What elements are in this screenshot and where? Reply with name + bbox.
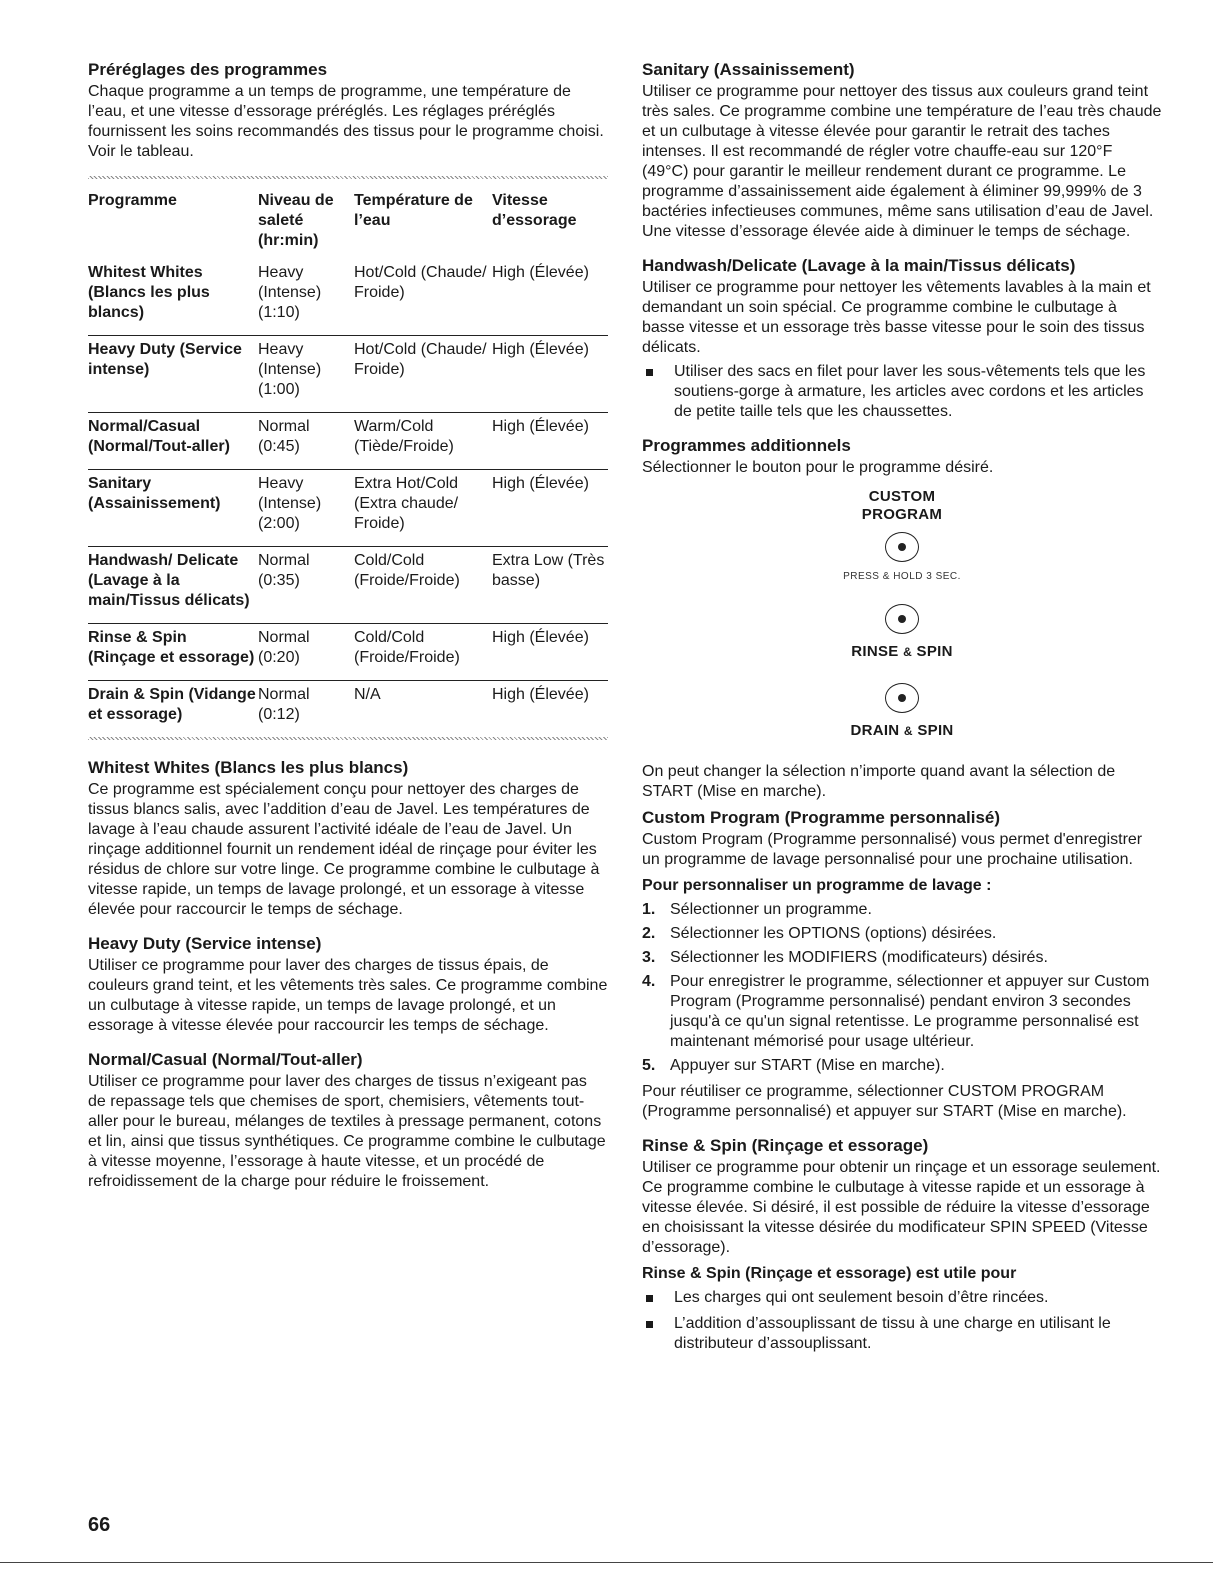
header-programme: Programme [88,192,177,209]
whitest-section [88,758,608,920]
list-item: 4. Pour enregistrer le programme, sélectionner et appuyer sur Custom Program (Programme personnalisé) pendant environ 3 secondes jusqu'à ce qu'un signal retentisse. Le programme personnalisé est maintenant mémorisé pour usage ultérieur. [642,973,1150,1050]
handwash-section [642,256,1162,422]
custom-program-button-icon [885,532,919,562]
cell-temp: Hot/Cold (Chaude/ Froide) [354,336,492,413]
sanitary-section [642,60,1162,242]
custom-label-line2: PROGRAM [861,506,943,523]
custom-section [642,808,1162,1122]
change-body: On peut changer la sélection n’importe quand avant la sélection de START (Mise en marche). [642,763,1116,800]
cell-temp: Warm/Cold (Tiède/Froide) [354,413,492,470]
cell-program: Rinse & Spin (Rinçage et essorage) [88,624,258,681]
drain-spin-label: DRAIN & SPIN [850,722,954,739]
whitest-title: Whitest Whites (Blancs les plus blancs) [88,758,409,777]
cell-program: Whitest Whites (Blancs les plus blancs) [88,259,258,336]
list-item: 3. Sélectionner les MODIFIERS (modificateurs) désirés. [642,949,1048,966]
right-column [642,60,1162,1368]
cell-temp: Extra Hot/Cold (Extra chaude/ Froide) [354,470,492,547]
drain-spin-button-icon [885,683,919,713]
list-item: Les charges qui ont seulement besoin d’être rincées. [642,1288,1162,1308]
custom-steps [642,900,1162,1076]
cell-spin: High (Élevée) [492,686,589,703]
table-row [88,624,608,681]
handwash-body: Utiliser ce programme pour nettoyer les vêtements lavables à la main et demandant un soin spécial. Ce programme combine le culbutage à basse vitesse et un essorage très basse vitesse pour le soin des tissus délicats. [642,279,1151,356]
normal-title: Normal/Casual (Normal/Tout-aller) [88,1050,363,1069]
list-item: 1. Sélectionner un programme. [642,901,872,918]
table-bottom-rule [88,737,608,740]
normal-body: Utiliser ce programme pour laver des charges de tissus n’exigeant pas de repassage tels que chemises de sport, chemisiers, vêtements tout-aller pour le bureau, mélanges de textiles à pressage permanent, cotons et lin, ainsi que tissus synthétiques. Ce programme combine le culbutage à vitesse moyenne, l’essorage à haute vitesse, et un procédé de refroidissement de la charge pour réduire le froissement. [88,1073,606,1190]
list-item: 2. Sélectionner les OPTIONS (options) désirées. [642,925,997,942]
cell-spin: High (Élevée) [492,336,608,413]
header-spin: Vitesse d’essorage [492,192,577,229]
cell-spin: High (Élevée) [492,470,608,547]
handwash-title: Handwash/Delicate (Lavage à la main/Tissus délicats) [642,256,1076,275]
heavy-body: Utiliser ce programme pour laver des charges de tissus épais, de couleurs grand teint, et les vêtements très sales. Ce programme combine un culbutage à vitesse rapide, un temps de lavage prolongé, et un essorage à vitesse élevée pour raccourcir les temps de séchage. [88,957,608,1034]
rinse-section [642,1136,1162,1354]
cell-spin: High (Élevée) [492,259,608,336]
cell-spin: High (Élevée) [492,624,608,681]
control-panel-illustration [642,488,1162,740]
custom-title: Custom Program (Programme personnalisé) [642,808,1001,827]
presets-title: Préréglages des programmes [88,60,328,79]
table-top-rule [88,176,608,179]
heavy-section [88,934,608,1036]
table-row [88,681,608,738]
cell-spin: Extra Low (Très basse) [492,547,608,624]
cell-soil: Heavy (Intense) (2:00) [258,470,354,547]
whitest-body: Ce programme est spécialement conçu pour nettoyer des charges de tissus blancs salis, avec l’addition d’eau de Javel. Les températures de lavage à l’eau chaude assurent l’activité idéale de l’eau de Javel. Un rinçage additionnel fournit un rendement idéal de rinçage pour éviter les résidus de chlore sur votre linge. Ce programme combine le culbutage à vitesse rapide, un temps de lavage prolongé, et un essorage à vitesse élevée pour raccourcir le temps de séchage. [88,781,600,918]
cell-program: Normal/Casual (Normal/Tout-aller) [88,413,258,470]
header-soil: Niveau de saleté (hr:min) [258,192,334,249]
cell-program: Heavy Duty (Service intense) [88,336,258,413]
cell-program: Handwash/ Delicate (Lavage à la main/Tissus délicats) [88,547,258,624]
custom-label-line1: CUSTOM [868,488,936,505]
cell-temp: Hot/Cold (Chaude/ Froide) [354,259,492,336]
programs-table [88,185,608,737]
table-row [88,336,608,413]
change-section [642,762,1162,802]
rinse-body: Utiliser ce programme pour obtenir un rinçage et un essorage seulement. Ce programme combine le culbutage à vitesse rapide et un essorage à vitesse élevée. Si désiré, il est possible de réduire la vitesse d’essorage en choisissant la vitesse désirée du modificateur SPIN SPEED (Vitesse d’essorage). [642,1159,1161,1256]
sanitary-title: Sanitary (Assainissement) [642,60,855,79]
press-hold-label: PRESS & HOLD 3 SEC. [843,571,961,582]
heavy-title: Heavy Duty (Service intense) [88,934,322,953]
cell-soil: Heavy (Intense) (1:00) [258,336,354,413]
cell-temp: Cold/Cold (Froide/Froide) [354,547,492,624]
page-number: 66 [88,1514,111,1536]
left-column [88,60,608,1206]
cell-temp: N/A [354,686,381,703]
list-item: 5. Appuyer sur START (Mise en marche). [642,1057,945,1074]
cell-spin: High (Élevée) [492,413,608,470]
cell-soil: Normal (0:12) [258,686,310,723]
cell-temp: Cold/Cold (Froide/Froide) [354,624,492,681]
table-row [88,413,608,470]
custom-body: Custom Program (Programme personnalisé) vous permet d'enregistrer un programme de lavage personnalisé pour une prochaine utilisation. [642,831,1143,868]
table-row [88,470,608,547]
cell-program: Drain & Spin (Vidange et essorage) [88,686,256,723]
rinse-subheading: Rinse & Spin (Rinçage et essorage) est utile pour [642,1265,1017,1282]
cell-soil: Heavy (Intense) (1:10) [258,259,354,336]
presets-body: Chaque programme a un temps de programme, une température de l’eau, et une vitesse d’essorage préréglés. Les réglages préréglés fournissent les soins recommandés des tissus pour le programme choisi. Voir le tableau. [88,83,604,160]
table-row [88,547,608,624]
custom-subheading: Pour personnaliser un programme de lavage : [642,877,992,894]
table-header-row [88,185,608,259]
cell-soil: Normal (0:35) [258,547,354,624]
list-item: L’addition d’assouplissant de tissu à une charge en utilisant le distributeur d’assouplissant. [642,1314,1162,1354]
rinse-spin-label: RINSE & SPIN [851,643,953,660]
bottom-rule [0,1562,1213,1563]
presets-section [88,60,608,162]
cell-soil: Normal (0:45) [258,413,354,470]
normal-section [88,1050,608,1192]
rinse-bullets [642,1288,1162,1354]
custom-reuse: Pour réutiliser ce programme, sélectionner CUSTOM PROGRAM (Programme personnalisé) et appuyer sur START (Mise en marche). [642,1083,1127,1120]
additional-section [642,436,1162,478]
cell-soil: Normal (0:20) [258,624,354,681]
header-temp: Température de l’eau [354,192,473,229]
rinse-spin-button-icon [885,604,919,634]
additional-title: Programmes additionnels [642,436,851,455]
cell-program: Sanitary (Assainissement) [88,470,258,547]
sanitary-body: Utiliser ce programme pour nettoyer des tissus aux couleurs grand teint très sales. Ce programme combine une température de l’eau très chaude et un culbutage à vitesse élevée pour garantir le retrait des taches intenses. Il est recommandé de régler votre chauffe-eau sur 120°F (49°C) pour garantir le meilleur rendement durant ce programme. Le programme d’assainissement aide également à éliminer 99,999% de 3 bactéries infectieuses communes, même sans utilisation d’eau de Javel. Une vitesse d’essorage élevée aide à diminuer le temps de séchage. [642,83,1162,240]
handwash-bullets [642,362,1162,422]
additional-body: Sélectionner le bouton pour le programme désiré. [642,459,994,476]
list-item: Utiliser des sacs en filet pour laver les sous-vêtements tels que les soutiens-gorge à armature, les articles avec cordons et les articles de petite taille tels que les chaussettes. [642,362,1162,422]
rinse-title: Rinse & Spin (Rinçage et essorage) [642,1136,929,1155]
table-row [88,259,608,336]
